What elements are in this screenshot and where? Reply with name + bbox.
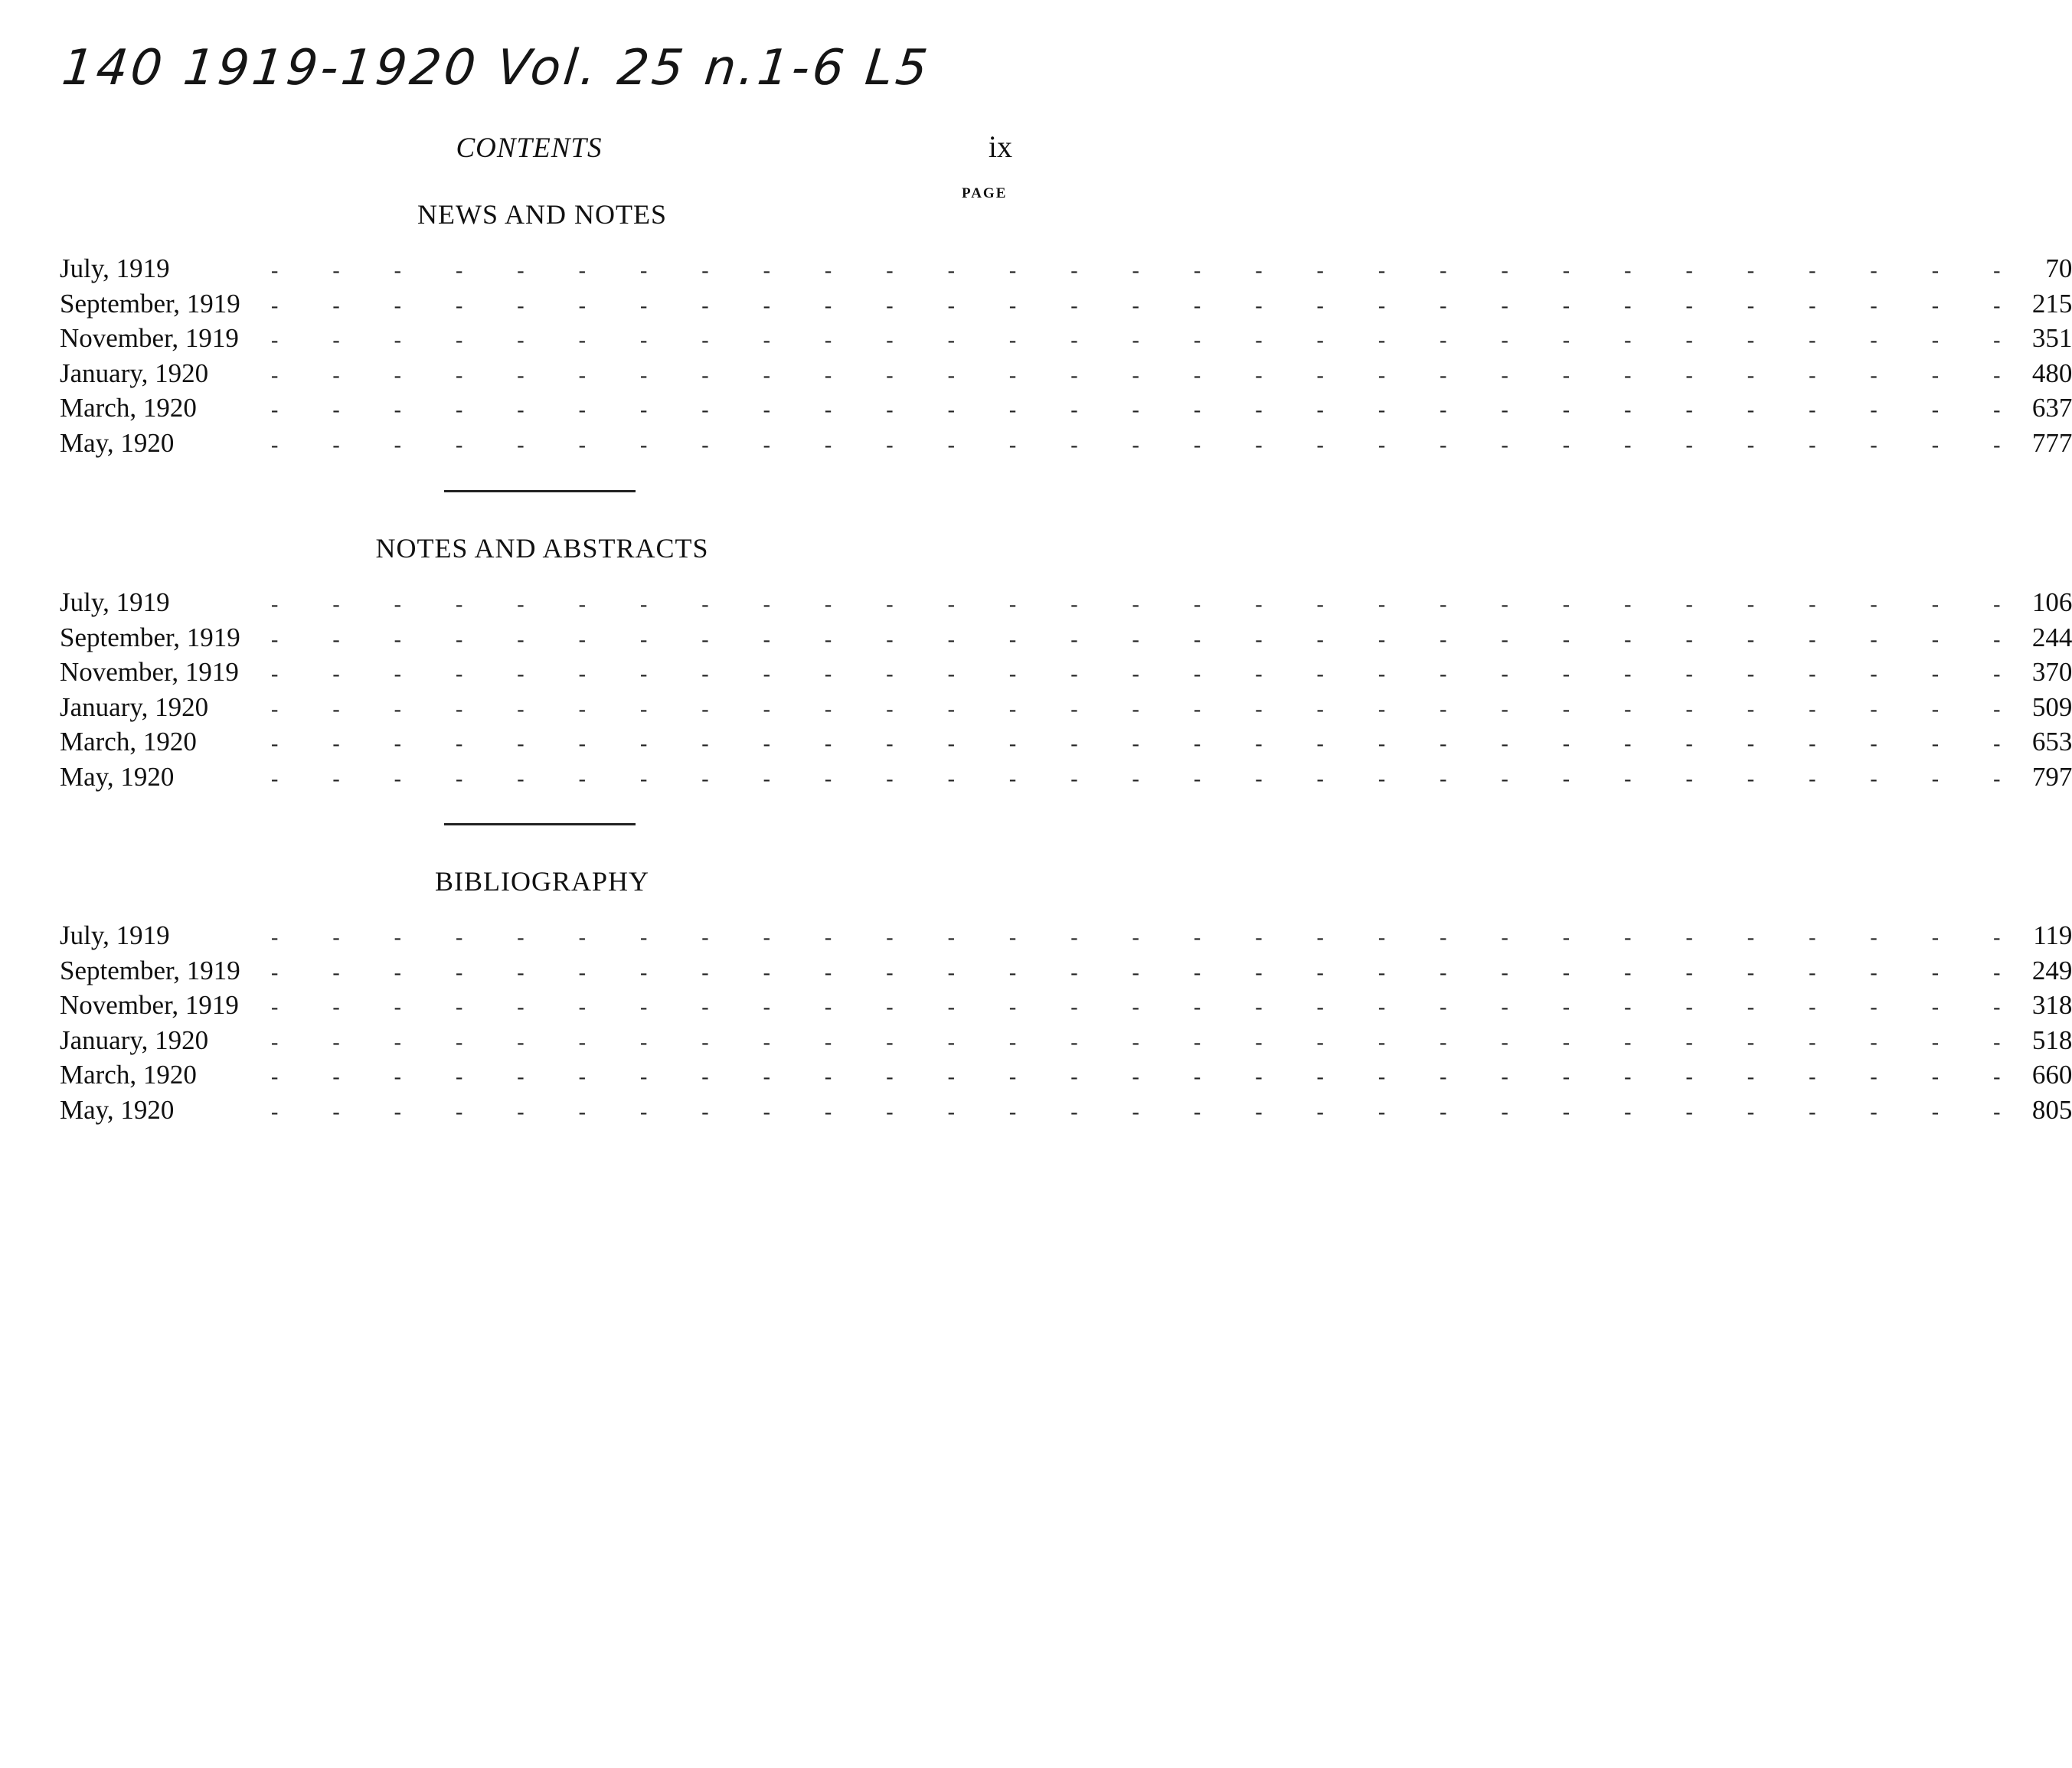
entry-label: September, 1919 xyxy=(60,955,240,985)
entry-label: November, 1919 xyxy=(60,990,239,1020)
toc-entry xyxy=(60,918,2072,953)
entry-page: 653 xyxy=(2031,727,2072,757)
page-column-label: PAGE xyxy=(962,185,1008,201)
entry-page: 480 xyxy=(2031,358,2072,388)
entry-label: May, 1920 xyxy=(60,427,175,458)
toc-entry xyxy=(60,760,2072,795)
entry-page: 518 xyxy=(2031,1025,2072,1055)
entry-page: 70 xyxy=(2045,253,2072,283)
dot-leader: - - - - - - - - - - - - - - - - - - - - - - - - - - - - - xyxy=(271,259,2025,283)
entry-page: 637 xyxy=(2031,393,2072,423)
dot-leader: - - - - - - - - - - - - - - - - - - - - - - - - - - - - - xyxy=(271,1065,2025,1089)
entry-label: July, 1919 xyxy=(60,587,170,617)
section-bibliography xyxy=(60,863,2072,1127)
entry-page: 805 xyxy=(2031,1094,2072,1125)
dot-leader: - - - - - - - - - - - - - - - - - - - - - - - - - - - - - xyxy=(271,662,2025,686)
toc-entry xyxy=(60,690,2072,725)
entry-page: 215 xyxy=(2031,288,2072,319)
section-divider xyxy=(444,490,636,492)
entry-label: January, 1920 xyxy=(60,358,209,388)
entry-page: 370 xyxy=(2031,657,2072,687)
section-heading: NEWS AND NOTES xyxy=(417,199,667,230)
entry-page: 119 xyxy=(2033,920,2072,950)
dot-leader: - - - - - - - - - - - - - - - - - - - - - - - - - - - - - xyxy=(271,732,2025,756)
entry-page: 509 xyxy=(2031,691,2072,722)
dot-leader: - - - - - - - - - - - - - - - - - - - - - - - - - - - - - xyxy=(271,995,2025,1019)
toc-entry xyxy=(60,655,2072,690)
entry-label: January, 1920 xyxy=(60,1025,209,1055)
toc-entry xyxy=(60,391,2072,426)
entry-label: July, 1919 xyxy=(60,920,170,950)
entry-page: 244 xyxy=(2031,622,2072,652)
toc-entry xyxy=(60,251,2072,286)
toc-entry xyxy=(60,426,2072,461)
toc-entry xyxy=(60,356,2072,391)
section-notes-and-abstracts xyxy=(60,530,2072,794)
entry-label: September, 1919 xyxy=(60,622,240,652)
toc-entry xyxy=(60,1093,2072,1128)
dot-leader: - - - - - - - - - - - - - - - - - - - - - - - - - - - - - xyxy=(271,593,2025,616)
entry-label: November, 1919 xyxy=(60,323,239,353)
dot-leader: - - - - - - - - - - - - - - - - - - - - - - - - - - - - - xyxy=(271,1030,2025,1054)
dot-leader: - - - - - - - - - - - - - - - - - - - - - - - - - - - - - xyxy=(271,433,2025,457)
entry-label: January, 1920 xyxy=(60,691,209,722)
entry-page: 797 xyxy=(2031,761,2072,792)
dot-leader: - - - - - - - - - - - - - - - - - - - - - - - - - - - - - xyxy=(271,363,2025,387)
page-header xyxy=(60,123,1025,168)
section-heading: NOTES AND ABSTRACTS xyxy=(375,533,709,564)
toc-entry xyxy=(60,953,2072,989)
dot-leader: - - - - - - - - - - - - - - - - - - - - - - - - - - - - - xyxy=(271,328,2025,352)
toc-entry xyxy=(60,620,2072,655)
toc-entry xyxy=(60,988,2072,1023)
entry-label: November, 1919 xyxy=(60,657,239,687)
entry-page: 318 xyxy=(2031,990,2072,1020)
dot-leader: - - - - - - - - - - - - - - - - - - - - - - - - - - - - - xyxy=(271,293,2025,318)
toc-entry xyxy=(60,724,2072,760)
toc-entry xyxy=(60,1023,2072,1058)
handwritten-catalog-note: 140 1919-1920 Vol. 25 n.1-6 L5 xyxy=(59,40,933,96)
entry-page: 660 xyxy=(2031,1060,2072,1090)
dot-leader: - - - - - - - - - - - - - - - - - - - - - - - - - - - - - xyxy=(271,926,2025,949)
dot-leader: - - - - - - - - - - - - - - - - - - - - - - - - - - - - - xyxy=(271,1100,2025,1124)
toc-entry xyxy=(60,321,2072,356)
entry-label: March, 1920 xyxy=(60,1060,197,1090)
entry-label: May, 1920 xyxy=(60,761,175,792)
dot-leader: - - - - - - - - - - - - - - - - - - - - - - - - - - - - - xyxy=(271,627,2025,652)
entry-page: 777 xyxy=(2031,427,2072,458)
contents-title: CONTENTS xyxy=(456,132,603,164)
page-numeral: ix xyxy=(988,129,1012,164)
toc-entry xyxy=(60,286,2072,322)
dot-leader: - - - - - - - - - - - - - - - - - - - - - - - - - - - - - xyxy=(271,398,2025,422)
dot-leader: - - - - - - - - - - - - - - - - - - - - - - - - - - - - - xyxy=(271,766,2025,791)
dot-leader: - - - - - - - - - - - - - - - - - - - - - - - - - - - - - xyxy=(271,697,2025,721)
section-divider xyxy=(444,823,636,825)
entry-label: March, 1920 xyxy=(60,393,197,423)
entry-label: May, 1920 xyxy=(60,1094,175,1125)
toc-entry xyxy=(60,1057,2072,1093)
entry-page: 351 xyxy=(2031,323,2072,353)
section-heading: BIBLIOGRAPHY xyxy=(434,866,649,897)
entry-label: September, 1919 xyxy=(60,288,240,319)
dot-leader: - - - - - - - - - - - - - - - - - - - - - - - - - - - - - xyxy=(271,960,2025,985)
entry-page: 106 xyxy=(2031,587,2072,617)
entry-label: July, 1919 xyxy=(60,253,170,283)
toc-entry xyxy=(60,585,2072,620)
entry-label: March, 1920 xyxy=(60,727,197,757)
section-news-and-notes xyxy=(60,196,2072,460)
entry-page: 249 xyxy=(2031,955,2072,985)
